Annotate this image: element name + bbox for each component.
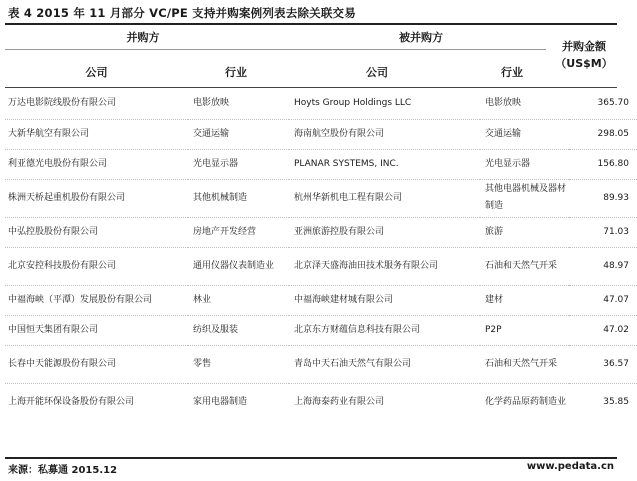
- amount-cell-text: 71.03: [603, 226, 629, 237]
- target-company-cell-text: 青岛中天石油天然气有限公司: [294, 358, 412, 369]
- acquirer-industry-cell: [188, 179, 289, 217]
- acquirer-company-cell: [5, 119, 188, 149]
- acquirer-company-cell-text: 中弘控股股份有限公司: [8, 226, 99, 237]
- acquirer-company-cell: [5, 315, 188, 345]
- amount-cell: [569, 345, 637, 383]
- top-rule: [5, 23, 617, 25]
- acquirer-industry-cell-text: 电影放映: [193, 98, 230, 109]
- table-row: [5, 179, 637, 217]
- target-industry-cell-text: 电影放映: [485, 98, 522, 109]
- acquirer-group-header: 并购方: [126, 31, 160, 44]
- table-row: [5, 315, 637, 345]
- acquirer-industry-cell-text: 房地产开发经营: [193, 226, 257, 237]
- target-industry-cell-text: 光电显示器: [485, 158, 531, 169]
- target-company-cell: [289, 119, 480, 149]
- acquirer-company-cell-text: 大新华航空有限公司: [8, 128, 90, 139]
- target-group-header: 被并购方: [399, 31, 443, 44]
- amount-cell-text: 156.80: [597, 158, 629, 169]
- amount-unit-header: （US$M）: [555, 57, 613, 70]
- acquirer-industry-cell-text: 交通运输: [193, 128, 230, 139]
- table-row: [5, 383, 637, 421]
- table-row: [5, 217, 637, 247]
- table-row: [5, 119, 637, 149]
- amount-cell-text: 35.85: [603, 396, 629, 407]
- acquirer-industry-cell-text: 家用电器制造: [193, 396, 248, 407]
- amount-cell: [569, 285, 637, 315]
- acquirer-company-cell: [5, 179, 188, 217]
- acquirer-industry-cell: [188, 149, 289, 179]
- group-header-rule: [5, 49, 546, 50]
- target-company-cell: [289, 345, 480, 383]
- amount-cell: [569, 383, 637, 421]
- target-industry-cell-text: 旅游: [485, 226, 504, 237]
- target-industry-cell-text: 化学药品原药制造业: [485, 396, 567, 407]
- target-company-cell: [289, 247, 480, 285]
- acquirer-company-cell: [5, 89, 188, 119]
- acquirer-company-cell: [5, 345, 188, 383]
- target-company-cell-text: 上海海泰药业有限公司: [294, 396, 385, 407]
- acquirer-industry-cell-text: 通用仪器仪表制造业: [193, 260, 275, 271]
- acquirer-industry-header: 行业: [225, 66, 247, 79]
- target-industry-header: 行业: [501, 66, 523, 79]
- target-company-cell-text: 中福海峡建材城有限公司: [294, 294, 394, 305]
- target-company-cell-text: 北京泽天盛海油田技术服务有限公司: [294, 260, 439, 271]
- amount-cell-text: 298.05: [597, 128, 629, 139]
- amount-cell-text: 36.57: [603, 358, 629, 369]
- table-row: [5, 285, 637, 315]
- target-industry-cell-text: 交通运输: [485, 128, 522, 139]
- acquirer-company-cell-text: 中国恒天集团有限公司: [8, 324, 99, 335]
- acquirer-company-header: 公司: [85, 66, 108, 79]
- table-row: [5, 247, 637, 285]
- website-note: www.pedata.cn: [526, 461, 614, 472]
- target-industry-cell: [480, 345, 569, 383]
- source-note: 来源：私募通 2015.12: [8, 465, 118, 476]
- acquirer-industry-cell-text: 其他机械制造: [193, 192, 248, 203]
- acquirer-company-cell: [5, 149, 188, 179]
- acquirer-company-cell-text: 利亚德光电股份有限公司: [8, 158, 108, 169]
- target-company-cell: [289, 217, 480, 247]
- acquirer-industry-cell: [188, 247, 289, 285]
- table-row: [5, 149, 637, 179]
- target-industry-cell: [480, 217, 569, 247]
- amount-cell: [569, 89, 637, 119]
- acquirer-company-cell-text: 上海开能环保设备股份有限公司: [8, 396, 135, 407]
- acquirer-company-cell-text: 北京安控科技股份有限公司: [8, 260, 117, 271]
- acquirer-industry-cell-text: 林业: [193, 294, 212, 305]
- acquirer-company-cell: [5, 247, 188, 285]
- acquirer-industry-cell-text: 光电显示器: [193, 158, 239, 169]
- amount-cell: [569, 119, 637, 149]
- acquirer-company-cell-text: 中福海峡（平潭）发展股份有限公司: [8, 294, 153, 305]
- table-row: [5, 345, 637, 383]
- target-industry-cell: [480, 247, 569, 285]
- target-company-cell: [289, 315, 480, 345]
- amount-cell: [569, 315, 637, 345]
- header-bottom-rule: [5, 87, 617, 88]
- target-company-cell: [289, 285, 480, 315]
- acquirer-industry-cell: [188, 119, 289, 149]
- acquirer-industry-cell: [188, 217, 289, 247]
- table-row: [5, 89, 637, 119]
- amount-header: 并购金额: [562, 40, 606, 53]
- table-title: 表 4 2015 年 11 月部分 VC/PE 支持并购案例列表去除关联交易: [8, 6, 356, 20]
- target-industry-cell: [480, 119, 569, 149]
- acquirer-industry-cell-text: 纺织及服装: [193, 324, 239, 335]
- target-industry-cell: [480, 179, 569, 217]
- acquirer-company-cell-text: 长春中天能源股份有限公司: [8, 358, 117, 369]
- acquirer-company-cell: [5, 285, 188, 315]
- target-company-cell-text: Hoyts Group Holdings LLC: [294, 98, 412, 109]
- target-company-cell: [289, 383, 480, 421]
- bottom-rule: [5, 457, 617, 459]
- target-industry-cell-text: 石油和天然气开采: [485, 260, 558, 271]
- amount-cell-text: 89.93: [603, 192, 629, 203]
- acquirer-company-cell-text: 株洲天桥起重机股份有限公司: [8, 192, 126, 203]
- acquirer-industry-cell: [188, 345, 289, 383]
- target-company-cell-text: 亚洲旅游控股有限公司: [294, 226, 385, 237]
- amount-cell-text: 47.07: [603, 294, 629, 305]
- acquirer-industry-cell: [188, 383, 289, 421]
- target-company-cell: [289, 89, 480, 119]
- target-industry-cell-text: 其他电器机械及器材制造: [485, 184, 567, 211]
- target-company-cell-text: 海南航空股份有限公司: [294, 128, 385, 139]
- target-industry-cell: [480, 89, 569, 119]
- acquirer-company-cell: [5, 383, 188, 421]
- target-industry-cell: [480, 315, 569, 345]
- amount-cell-text: 47.02: [603, 324, 629, 335]
- amount-cell-text: 48.97: [603, 260, 629, 271]
- acquirer-industry-cell-text: 零售: [193, 358, 212, 369]
- acquirer-company-cell-text: 万达电影院线股份有限公司: [8, 98, 117, 109]
- acquirer-company-cell: [5, 217, 188, 247]
- target-industry-cell: [480, 383, 569, 421]
- target-company-header: 公司: [366, 66, 388, 79]
- acquirer-industry-cell: [188, 89, 289, 119]
- target-industry-cell-text: 石油和天然气开采: [485, 358, 558, 369]
- amount-cell: [569, 179, 637, 217]
- deals-table: [5, 89, 637, 421]
- target-industry-cell: [480, 149, 569, 179]
- target-company-cell-text: 杭州华新机电工程有限公司: [294, 192, 403, 203]
- amount-cell: [569, 247, 637, 285]
- target-company-cell: [289, 179, 480, 217]
- amount-cell-text: 365.70: [597, 98, 629, 109]
- target-industry-cell-text: 建材: [485, 294, 504, 305]
- target-company-cell: [289, 149, 480, 179]
- target-company-cell-text: PLANAR SYSTEMS, INC.: [294, 158, 399, 169]
- amount-cell: [569, 149, 637, 179]
- target-company-cell-text: 北京东方财蕴信息科技有限公司: [294, 324, 421, 335]
- acquirer-industry-cell: [188, 315, 289, 345]
- target-industry-cell-text: P2P: [485, 324, 502, 335]
- acquirer-industry-cell: [188, 285, 289, 315]
- target-industry-cell: [480, 285, 569, 315]
- amount-cell: [569, 217, 637, 247]
